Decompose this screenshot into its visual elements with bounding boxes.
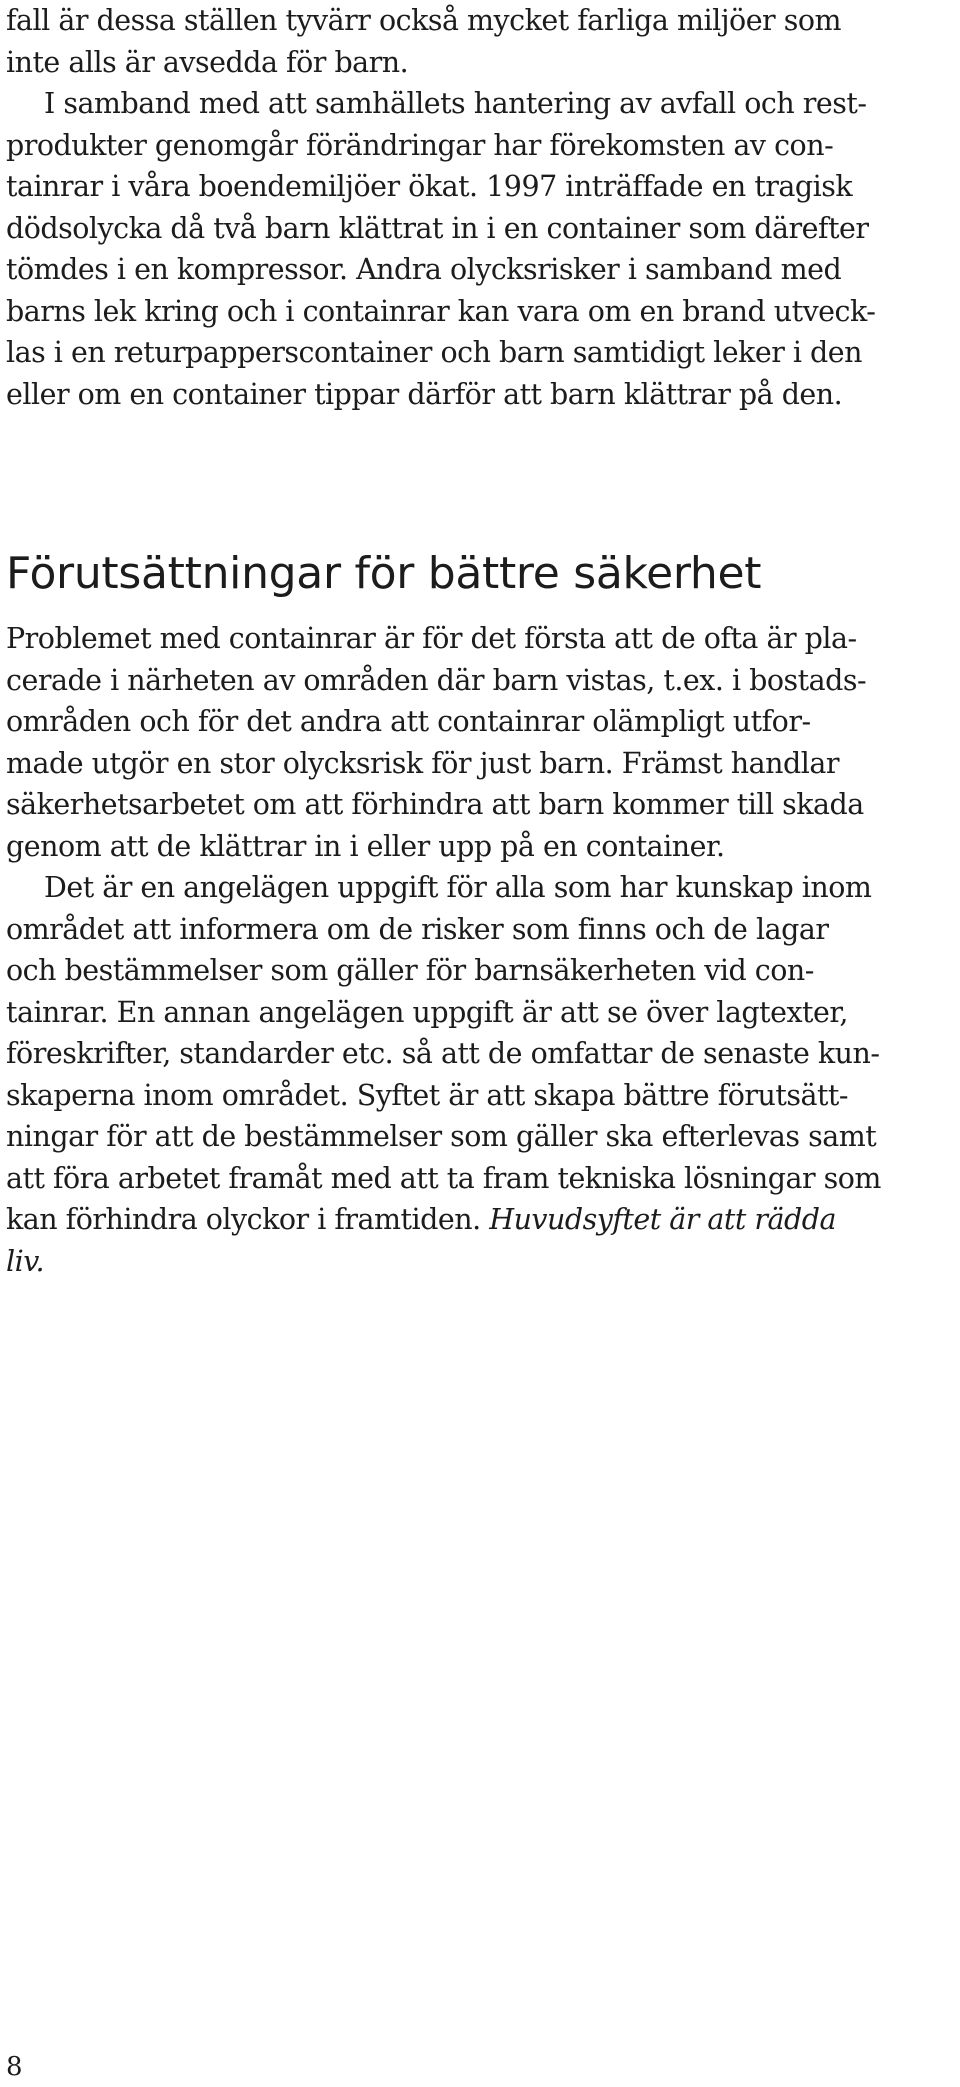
section-heading: Förutsättningar för bättre säkerhet [6, 548, 762, 599]
text-line: barns lek kring och i containrar kan vara om en brand utveck- [6, 294, 876, 328]
text-line: tömdes i en kompressor. Andra olycksrisker i samband med [6, 253, 842, 286]
page-number: 8 [6, 2052, 23, 2082]
text-line: Det är en angelägen uppgift för alla som har kunskap inom [44, 871, 872, 904]
text-line: säkerhetsarbetet om att förhindra att barn kommer till skada [6, 788, 864, 821]
text-line: genom att de klättrar in i eller upp på en container. [6, 829, 725, 863]
closing-text: kan förhindra olyckor i framtiden. [6, 1203, 490, 1236]
text-line: made utgör en stor olycksrisk för just barn. Främst handlar [6, 746, 839, 780]
text-line: fall är dessa ställen tyvärr också mycket farliga miljöer som [6, 4, 842, 37]
text-line: inte alls är avsedda för barn. [6, 45, 409, 79]
final-emphasis-line: liv. [6, 1244, 45, 1278]
text-line: området att informera om de risker som finns och de lagar [6, 912, 829, 946]
text-line: eller om en container tippar därför att barn klättrar på den. [6, 377, 843, 411]
text-line: dödsolycka då två barn klättrat in i en container som därefter [6, 211, 869, 245]
closing-line [6, 1199, 954, 1241]
text-line: tainrar i våra boendemiljöer ökat. 1997 inträffade en tragisk [6, 170, 853, 203]
text-line: Problemet med containrar är för det första att de ofta är pla- [6, 622, 857, 655]
intro-paragraphs [6, 0, 954, 415]
text-line: och bestämmelser som gäller för barnsäkerheten vid con- [6, 954, 814, 987]
text-line: områden och för det andra att containrar olämpligt utfor- [6, 705, 811, 738]
text-line: föreskrifter, standarder etc. så att de omfattar de senaste kun- [6, 1037, 880, 1070]
text-line: skaperna inom området. Syftet är att skapa bättre förutsätt- [6, 1078, 849, 1112]
emphasis-text: Huvudsyftet är att rädda [489, 1203, 836, 1236]
text-line: produkter genomgår förändringar har förekomsten av con- [6, 128, 834, 162]
text-line: cerade i närheten av områden där barn vistas, t.ex. i bostads- [6, 663, 867, 697]
text-line: att föra arbetet framåt med att ta fram tekniska lösningar som [6, 1161, 881, 1195]
text-line: ningar för att de bestämmelser som gäller ska efterlevas samt [6, 1120, 877, 1153]
text-line: tainrar. En annan angelägen uppgift är att se över lagtexter, [6, 995, 848, 1029]
text-line: I samband med att samhällets hantering av avfall och rest- [44, 87, 867, 120]
section-paragraphs [6, 618, 954, 1282]
text-line: las i en returpapperscontainer och barn samtidigt leker i den [6, 336, 863, 369]
